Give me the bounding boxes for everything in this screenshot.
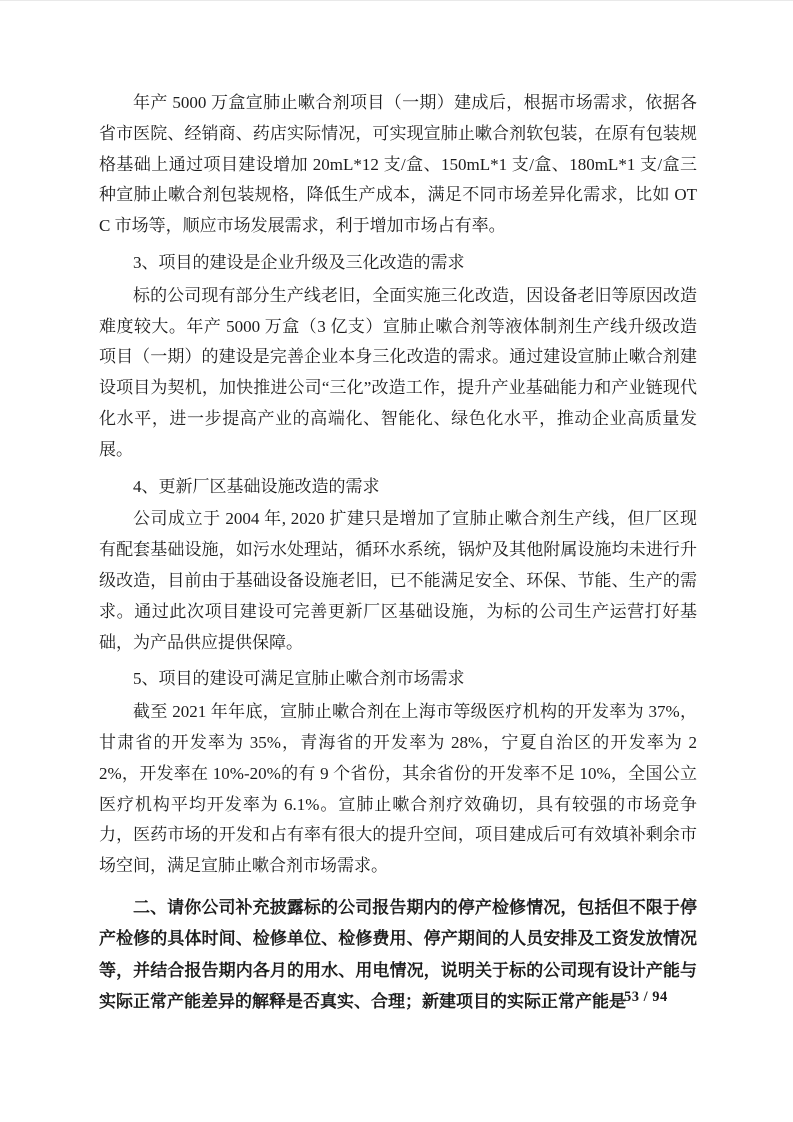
paragraph-upgrade-need: 标的公司现有部分生产线老旧，全面实施三化改造，因设备老旧等原因改造难度较大。年产 5000 万盒（3 亿支）宣肺止嗽合剂等液体制剂生产线升级改造项目（一期）的建设是完善企业本身三化改造的需求。通过建设宣肺止嗽合剂建设项目为契机，加快推进公司“三化”改造工作，提升产业基础能力和产业链现代化水平，进一步提高产业的高端化、智能化、绿色化水平，推动企业高质量发展。 <box>99 285 697 459</box>
paragraph-question-two: 二、请你公司补充披露标的公司报告期内的停产检修情况，包括但不限于停产检修的具体时间、检修单位、检修费用、停产期间的人员安排及工资发放情况等，并结合报告期内各月的用水、用电情况，说明关于标的公司现有设计产能与实际正常产能差异的解释是否真实、合理；新建项目的实际正常产能是 <box>99 897 697 1011</box>
paragraph-infrastructure-need: 公司成立于 2004 年, 2020 扩建只是增加了宣肺止嗽合剂生产线，但厂区现有配套基础设施，如污水处理站，循环水系统，锅炉及其他附属设施均未进行升级改造，目前由于基础设备设施老旧，已不能满足安全、环保、节能、生产的需求。通过此次项目建设可完善更新厂区基础设施，为标的公司生产运营打好基础，为产品供应提供保障。 <box>99 509 697 652</box>
heading-section-3: 3、项目的建设是企业升级及三化改造的需求 <box>133 252 465 272</box>
text-column <box>99 88 697 1017</box>
page-number: 53 / 94 <box>624 989 668 1005</box>
heading-section-5: 5、项目的建设可满足宣肺止嗽合剂市场需求 <box>133 669 465 689</box>
heading-section-4: 4、更新厂区基础设施改造的需求 <box>133 476 380 496</box>
paragraph-market-demand: 截至 2021 年年底，宣肺止嗽合剂在上海市等级医疗机构的开发率为 37%，甘肃省的开发率为 35%，青海省的开发率为 28%，宁夏自治区的开发率为 22%，开发率在 10%-20%的有 9 个省份，其余省份的开发率不足 10%，全国公立医疗机构平均开发率为 6.1%。宣肺止嗽合剂疗效确切，具有较强的市场竞争力，医药市场的开发和占有率有很大的提升空间，项目建成后可有效填补剩余市场空间，满足宣肺止嗽合剂市场需求。 <box>99 702 697 876</box>
page-top-edge <box>0 0 793 1</box>
paragraph-packaging-specs: 年产 5000 万盒宣肺止嗽合剂项目（一期）建成后，根据市场需求，依据各省市医院、经销商、药店实际情况，可实现宣肺止嗽合剂软包装，在原有包装规格基础上通过项目建设增加 20mL*12 支/盒、150mL*1 支/盒、180mL*1 支/盒三种宣肺止嗽合剂包装规格，降低生产成本，满足不同市场差异化需求，比如 OTC 市场等，顺应市场发展需求，利于增加市场占有率。 <box>99 93 697 236</box>
